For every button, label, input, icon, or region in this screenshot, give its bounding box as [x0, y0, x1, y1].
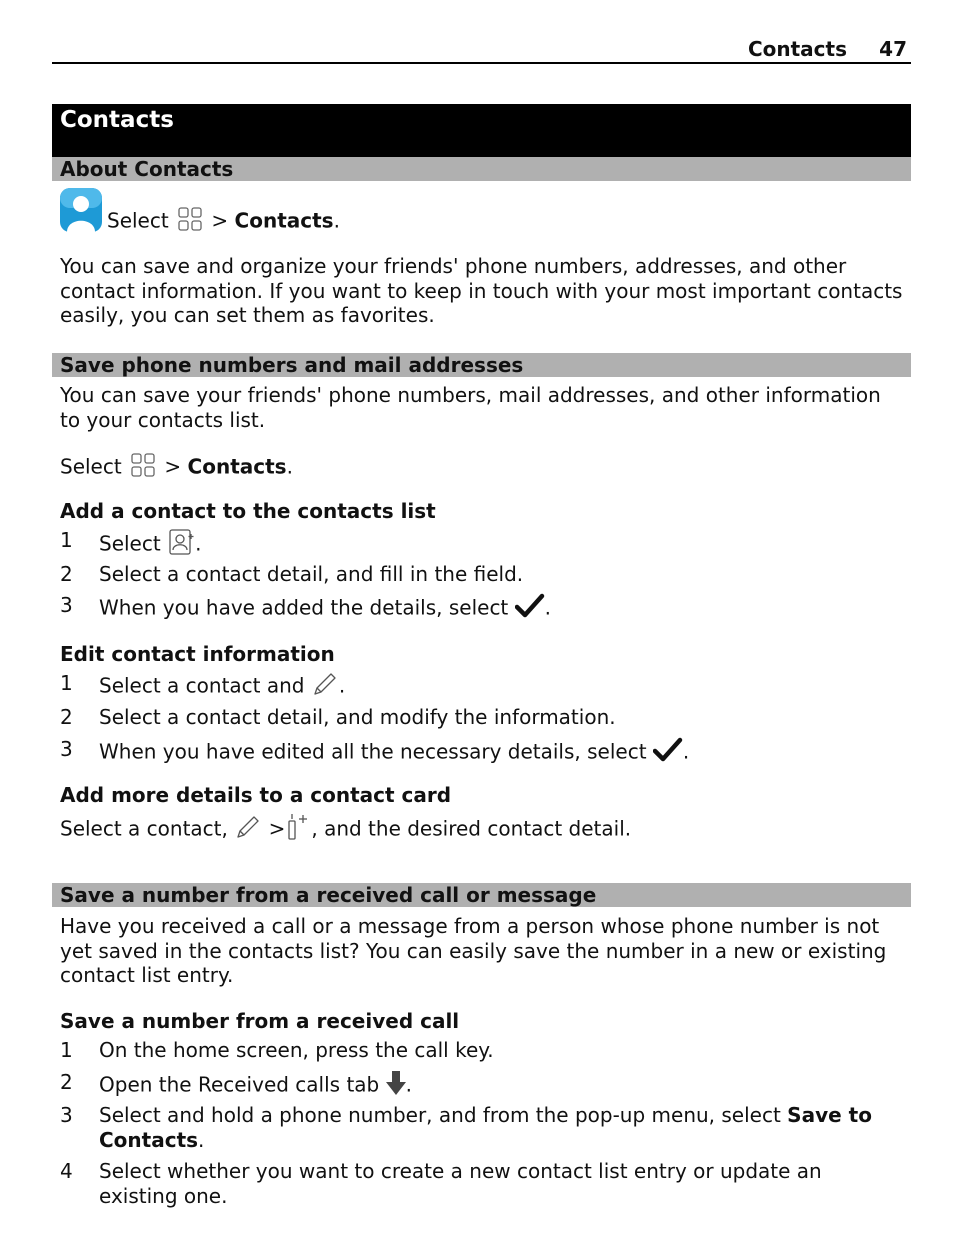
about-body: You can save and organize your friends' phone numbers, addresses, and other contact information. If you want to keep in touch with your most important contacts easily, you can set them as favorites. [60, 254, 903, 327]
checkmark-icon [653, 737, 683, 769]
add-step-3: When you have added the details, select . [99, 593, 905, 625]
call-step-3: Select and hold a phone number, and from the pop-up menu, select Save to Contacts. [99, 1103, 872, 1152]
subheading-received-call: Save a number from a received call [60, 1009, 460, 1033]
header-title: Contacts [747, 37, 847, 61]
received-calls-arrow-icon [386, 1070, 406, 1102]
section-heading: Save phone numbers and mail addresses [60, 353, 524, 377]
add-step-1: Select . [99, 528, 905, 562]
chapter-title: Contacts [60, 107, 174, 133]
step-number: 2 [60, 1070, 73, 1094]
chapter-title-band [52, 104, 911, 157]
call-step-4: Select whether you want to create a new contact list entry or update an existing one. [99, 1159, 822, 1208]
edit-step-2: Select a contact detail, and modify the information. [99, 705, 616, 729]
pencil-icon [234, 814, 262, 846]
step-number: 1 [60, 1038, 73, 1062]
save-to-contacts-label: Save to Contacts [99, 1103, 872, 1152]
subheading-add-details: Add more details to a contact card [60, 783, 452, 807]
pencil-icon [311, 671, 339, 703]
add-step-2: Select a contact detail, and fill in the field. [99, 562, 524, 586]
edit-step-1: Select a contact and . [99, 671, 905, 703]
contacts-menu-label: Contacts [234, 208, 334, 233]
step-number: 2 [60, 705, 73, 729]
checkmark-icon [515, 593, 545, 625]
subheading-edit-contact: Edit contact information [60, 642, 335, 666]
call-step-1: On the home screen, press the call key. [99, 1038, 494, 1062]
received-body: Have you received a call or a message from a person whose phone number is not yet saved in the contacts list? You can easily save the number in a new or existing contact list entry. [60, 914, 887, 987]
step-number: 3 [60, 593, 73, 617]
apps-grid-icon [128, 451, 158, 485]
step-number: 4 [60, 1159, 73, 1183]
call-step-2: Open the Received calls tab . [99, 1070, 905, 1102]
page-number: 47 [879, 37, 907, 61]
section-about-contacts [52, 157, 911, 181]
add-contact-icon [167, 528, 195, 562]
step-number: 3 [60, 737, 73, 761]
section-save-numbers [52, 353, 911, 377]
save-select-line: Select > Contacts. [60, 451, 906, 485]
subheading-add-contact: Add a contact to the contacts list [60, 499, 436, 523]
section-heading: Save a number from a received call or message [60, 883, 597, 907]
step-number: 3 [60, 1103, 73, 1127]
step-number: 1 [60, 528, 73, 552]
page-header [52, 36, 911, 64]
step-number: 1 [60, 671, 73, 695]
add-details-line: Select a contact, > , and the desired contact detail. [60, 813, 906, 847]
step-number: 2 [60, 562, 73, 586]
apps-grid-icon [175, 205, 205, 239]
about-select-line: Select > Contacts. [107, 205, 507, 239]
section-save-received [52, 883, 911, 907]
add-detail-icon [285, 813, 311, 847]
section-heading: About Contacts [60, 157, 234, 181]
contacts-app-icon [59, 187, 103, 237]
edit-step-3: When you have edited all the necessary details, select . [99, 737, 905, 769]
save-body: You can save your friends' phone numbers, mail addresses, and other information to your contacts list. [60, 383, 881, 432]
